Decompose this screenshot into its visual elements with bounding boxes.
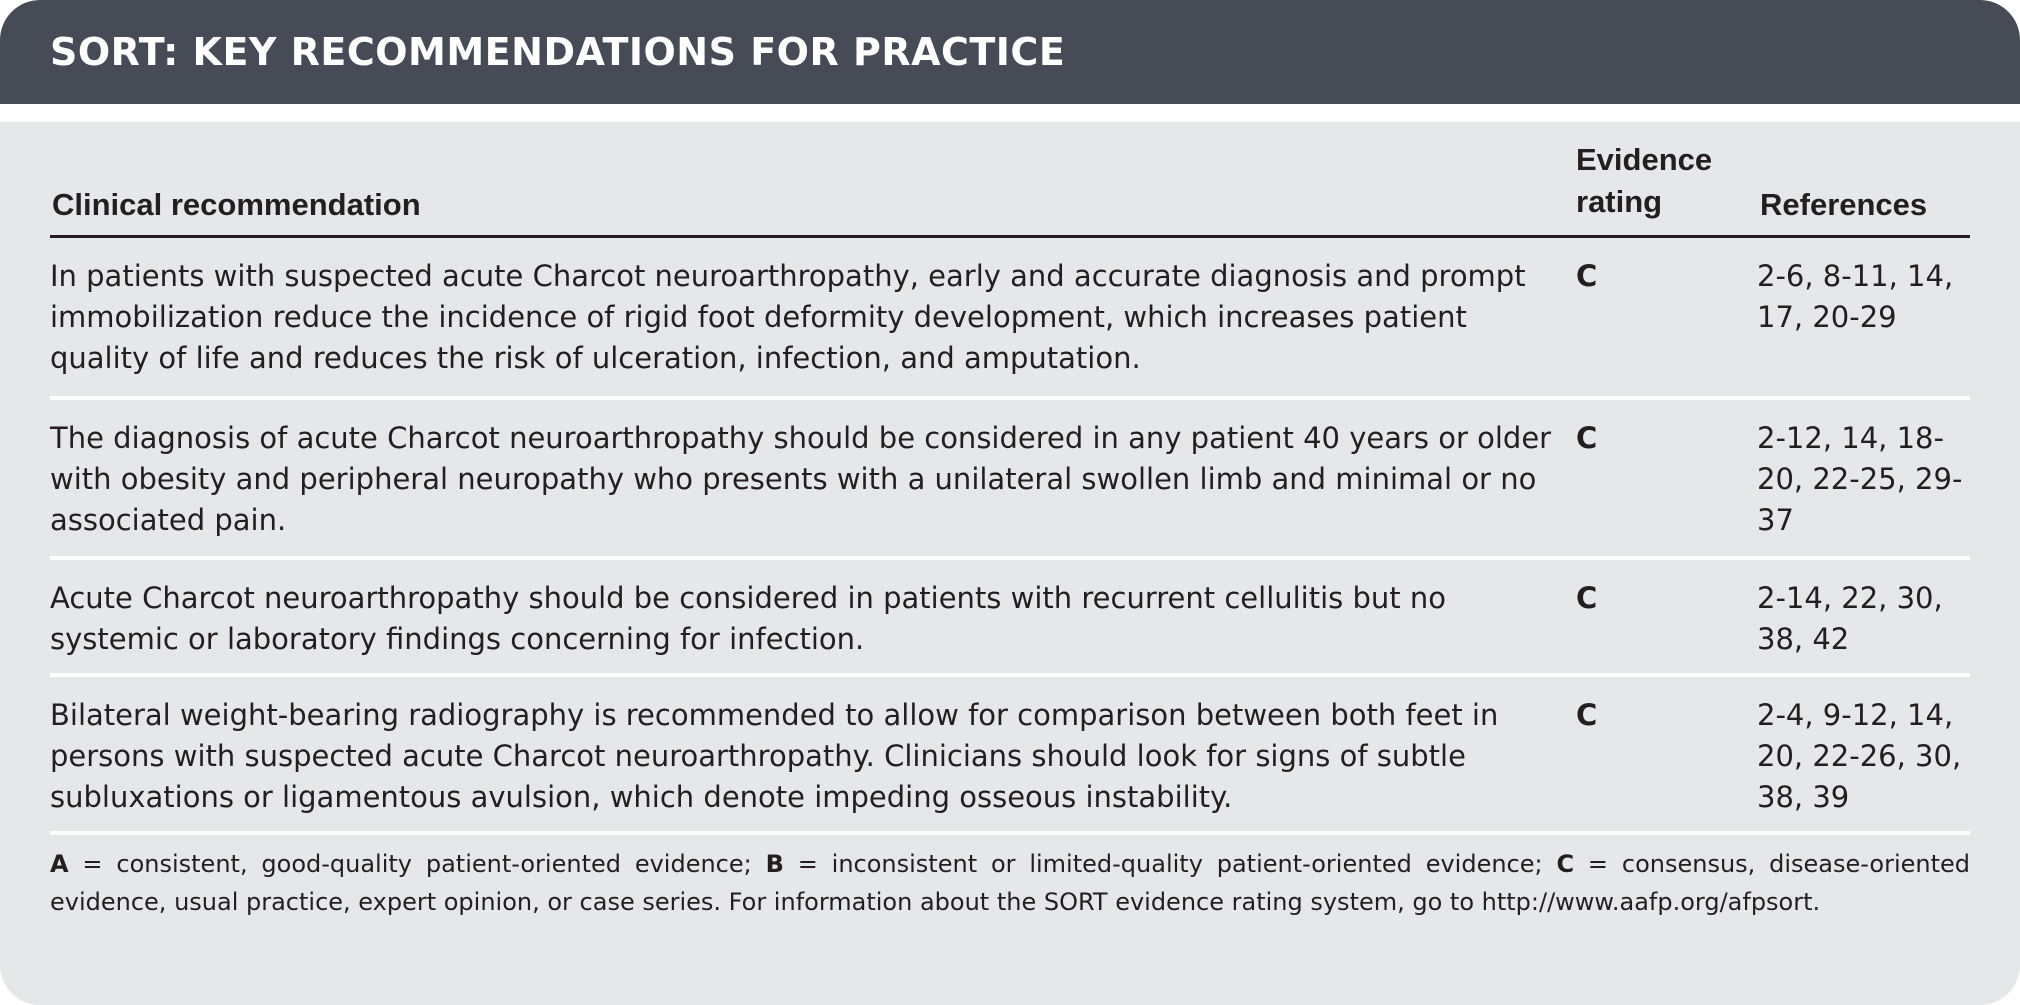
column-header-recommendation: Clinical recommendation (52, 187, 421, 222)
legend-text-a: = consistent, good-quality patient-oriented evidence; (68, 850, 766, 878)
legend-text-c: = consensus, disease-oriented evidence, usual practice, expert opinion, or case series. For information about the SORT evidence rating system, go to http://www.aafp.org/afpsort. (50, 850, 1970, 916)
table-row (50, 400, 1970, 560)
column-header-references: References (1760, 187, 1928, 222)
evidence-rating: C (1576, 581, 1598, 615)
references-cell: 2-12, 14, 18-20, 22-25, 29-37 (1757, 421, 1963, 537)
recommendation-text: In patients with suspected acute Charcot neuroarthropathy, early and accurate diagnosis and prompt immobilization reduce the incidence of rigid foot deformity development, which increases patient quality of life and reduces the risk of ulceration, infection, and amputation. (50, 259, 1526, 375)
legend-key-b: B (765, 850, 784, 878)
header-bar (0, 0, 2020, 104)
table-row (50, 238, 1970, 400)
references-cell: 2-6, 8-11, 14, 17, 20-29 (1757, 259, 1954, 334)
references-cell: 2-4, 9-12, 14, 20, 22-26, 30, 38, 39 (1757, 698, 1962, 814)
column-header-rating: Evidence rating (1576, 142, 1713, 219)
table-header-row (50, 122, 1970, 238)
legend-key-c: C (1556, 850, 1575, 878)
recommendation-text: Acute Charcot neuroarthropathy should be considered in patients with recurrent cellulitis but no systemic or laboratory findings concerning for infection. (50, 581, 1446, 656)
references-cell: 2-14, 22, 30, 38, 42 (1757, 581, 1943, 656)
evidence-rating: C (1576, 259, 1598, 293)
evidence-rating: C (1576, 421, 1598, 455)
legend-text-b: = inconsistent or limited-quality patient-oriented evidence; (783, 850, 1557, 878)
legend-key-a: A (50, 850, 69, 878)
recommendation-text: Bilateral weight-bearing radiography is recommended to allow for comparison between both feet in persons with suspected acute Charcot neuroarthropathy. Clinicians should look for signs of subtle subluxations or ligamentous avulsion, which denote impeding osseous instability. (50, 698, 1499, 814)
table-row (50, 560, 1970, 677)
evidence-rating: C (1576, 698, 1598, 732)
content-panel (0, 122, 2020, 1005)
table-row (50, 677, 1970, 835)
evidence-legend (50, 845, 1970, 921)
header-title: SORT: KEY RECOMMENDATIONS FOR PRACTICE (50, 30, 1066, 74)
recommendation-text: The diagnosis of acute Charcot neuroarthropathy should be considered in any patient 40 years or older with obesity and peripheral neuropathy who presents with a unilateral swollen limb and minimal or no associated pain. (50, 421, 1552, 537)
